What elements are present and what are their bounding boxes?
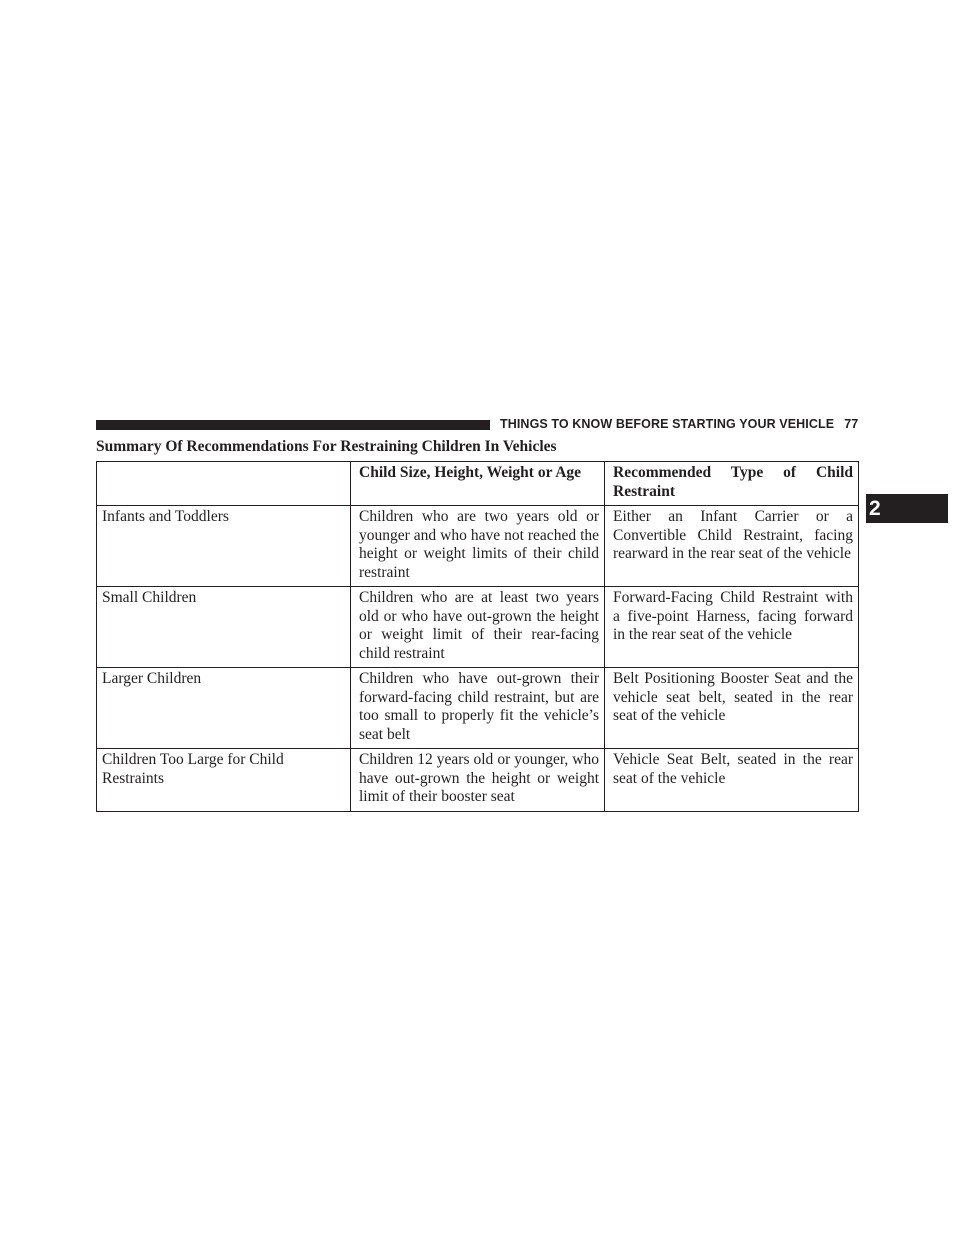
restraint-cell: Vehicle Seat Belt, seated in the rear seat of the vehicle [605,749,859,812]
size-cell: Children who are two years old or younger and who have not reached the height or weight limits of their child restraint [351,506,605,587]
category-cell: Infants and Toddlers [97,506,351,587]
recommendations-table [96,461,859,812]
table-header-row [97,462,859,506]
size-cell: Children who have out-grown their forward-facing child restraint, but are too small to properly fit the vehicle’s seat belt [351,668,605,749]
page-number: 77 [844,417,859,431]
category-cell: Larger Children [97,668,351,749]
size-cell: Children who are at least two years old or who have out-grown the height or weight limit of their rear-facing child restraint [351,587,605,668]
table-row [97,506,859,587]
header-rule [96,420,490,430]
restraint-cell: Forward-Facing Child Restraint with a five-point Harness, facing forward in the rear seat of the vehicle [605,587,859,668]
restraint-cell: Belt Positioning Booster Seat and the vehicle seat belt, seated in the rear seat of the vehicle [605,668,859,749]
table-row [97,749,859,812]
header-section-title: THINGS TO KNOW BEFORE STARTING YOUR VEHICLE [500,417,835,431]
header-cell-restraint: Recommended Type of Child Restraint [605,462,859,506]
chapter-tab: 2 [866,494,948,523]
header-cell-size: Child Size, Height, Weight or Age [351,462,605,506]
restraint-cell: Either an Infant Carrier or a Convertible Child Restraint, facing rearward in the rear seat of the vehicle [605,506,859,587]
table-row [97,668,859,749]
size-cell: Children 12 years old or younger, who have out-grown the height or weight limit of their booster seat [351,749,605,812]
category-cell: Children Too Large for Child Restraints [97,749,351,812]
table-title: Summary Of Recommendations For Restraining Children In Vehicles [96,438,557,455]
category-cell: Small Children [97,587,351,668]
table-row [97,587,859,668]
header-cell-category [97,462,351,506]
running-header [500,417,858,431]
